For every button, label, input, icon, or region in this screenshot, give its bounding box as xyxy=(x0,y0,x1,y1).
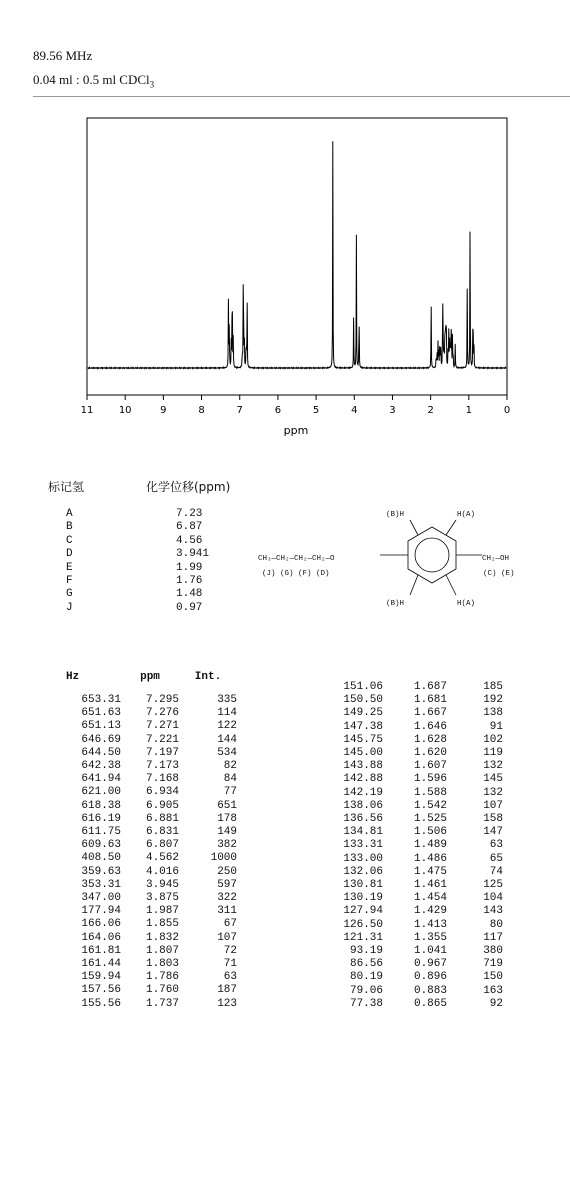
peak-ppm: 1.628 xyxy=(413,733,447,746)
peak-hz: 155.56 xyxy=(81,997,121,1010)
peak-row xyxy=(58,971,237,984)
peak-hz: 159.94 xyxy=(81,971,121,984)
peak-ppm: 6.807 xyxy=(145,839,179,852)
x-tick-label: 6 xyxy=(274,405,282,416)
structure-top-left-h: (B)H xyxy=(386,511,405,519)
peak-ppm: 7.168 xyxy=(145,773,179,786)
assignment-label: J xyxy=(66,601,73,614)
peak-row xyxy=(330,998,503,1011)
peak-int: 67 xyxy=(223,918,237,931)
peak-ppm: 1.454 xyxy=(413,892,447,905)
peak-ppm: 7.197 xyxy=(145,746,179,759)
structure-top-right-h: H(A) xyxy=(457,511,476,519)
peak-hz: 130.81 xyxy=(343,879,383,892)
peak-ppm: 1.803 xyxy=(145,958,179,971)
peak-row xyxy=(58,866,237,879)
peak-row xyxy=(330,839,503,852)
assignment-label: B xyxy=(66,521,73,534)
peak-ppm: 1.588 xyxy=(413,786,447,799)
peak-int: 335 xyxy=(217,694,237,706)
peak-row xyxy=(330,787,503,800)
peak-ppm: 1.461 xyxy=(413,879,447,892)
peak-table-header xyxy=(58,670,237,684)
peak-row xyxy=(330,932,503,945)
peak-ppm: 0.967 xyxy=(413,958,447,971)
peak-int: 104 xyxy=(483,892,503,905)
peak-hz: 646.69 xyxy=(81,733,121,746)
peak-hz: 618.38 xyxy=(81,799,121,812)
peak-hz: 651.13 xyxy=(81,720,121,733)
peak-row xyxy=(330,826,503,839)
peak-ppm: 6.881 xyxy=(145,812,179,825)
assignment-label: G xyxy=(66,588,73,601)
peak-hz: 644.50 xyxy=(81,746,121,759)
peak-hz: 616.19 xyxy=(81,812,121,825)
x-tick-label: 0 xyxy=(503,405,511,416)
assignment-label: E xyxy=(66,561,73,574)
peak-int: 107 xyxy=(483,799,503,812)
ring-aromatic-circle xyxy=(415,538,449,572)
assignment-shift: 0.97 xyxy=(176,601,203,614)
peak-ppm: 1.760 xyxy=(145,984,179,997)
peak-row xyxy=(330,958,503,971)
assignment-shift: 1.48 xyxy=(176,588,203,601)
peak-hz: 653.31 xyxy=(81,694,121,706)
peak-row xyxy=(58,945,237,958)
peak-ppm: 1.429 xyxy=(413,905,447,918)
peak-ppm: 1.489 xyxy=(413,839,447,852)
assignment-shift: 7.23 xyxy=(176,508,203,520)
peak-ppm: 0.865 xyxy=(413,997,447,1010)
x-tick-label: 5 xyxy=(312,405,320,416)
x-tick-label: 10 xyxy=(118,405,132,416)
peak-ppm: 6.934 xyxy=(145,786,179,799)
peak-hz: 151.06 xyxy=(343,681,383,693)
peak-int: 102 xyxy=(483,733,503,746)
benzene-ring xyxy=(380,520,482,595)
peak-hz: 132.06 xyxy=(343,865,383,878)
peak-hz: 161.81 xyxy=(81,944,121,957)
peak-ppm: 1.607 xyxy=(413,760,447,773)
peak-ppm: 1.413 xyxy=(413,918,447,931)
peak-int: 163 xyxy=(483,984,503,997)
peak-row xyxy=(330,760,503,773)
peak-row xyxy=(58,839,237,852)
peak-row xyxy=(58,852,237,865)
col-int: Int. xyxy=(194,671,222,683)
peak-hz: 133.31 xyxy=(343,839,383,852)
structure-chain-labels: (J) (G) (F) (D) xyxy=(262,570,330,578)
peak-ppm: 1.646 xyxy=(413,720,447,733)
peak-ppm: 1.737 xyxy=(145,997,179,1010)
peak-row xyxy=(58,918,237,931)
peak-int: 147 xyxy=(483,826,503,839)
peak-hz: 150.50 xyxy=(343,694,383,707)
structure-right-group: CH₂—OH xyxy=(482,555,510,563)
x-tick-label: 3 xyxy=(389,405,396,416)
peak-hz: 408.50 xyxy=(81,852,121,865)
peak-row xyxy=(330,813,503,826)
peak-row xyxy=(58,747,237,760)
peak-ppm: 4.562 xyxy=(145,852,179,865)
peak-row xyxy=(58,984,237,997)
peak-row xyxy=(58,958,237,971)
peak-row xyxy=(330,945,503,958)
peak-ppm: 1.525 xyxy=(413,813,447,826)
peak-ppm: 7.221 xyxy=(145,733,179,746)
peak-int: 132 xyxy=(483,760,503,773)
peak-int: 149 xyxy=(217,826,237,839)
peak-int: 107 xyxy=(217,931,237,944)
peak-int: 145 xyxy=(483,773,503,786)
peak-row xyxy=(330,905,503,918)
peak-row xyxy=(58,734,237,747)
peak-row xyxy=(58,905,237,918)
x-axis-label: ppm xyxy=(283,424,309,437)
peak-table-right xyxy=(330,681,503,1011)
assignment-shift: 3.941 xyxy=(176,548,210,561)
peak-hz: 86.56 xyxy=(349,958,383,971)
structure-chain: CH₃—CH₂—CH₂—CH₂—O xyxy=(258,555,335,563)
assignment-label: C xyxy=(66,534,73,547)
peak-row xyxy=(58,786,237,799)
peak-ppm: 1.596 xyxy=(413,773,447,786)
peak-hz: 161.44 xyxy=(81,958,121,971)
peak-row xyxy=(58,773,237,786)
spectrometer-frequency: 89.56 MHz xyxy=(33,48,93,63)
peak-ppm: 1.475 xyxy=(413,865,447,878)
peak-ppm: 1.687 xyxy=(413,681,447,693)
peak-hz: 127.94 xyxy=(343,905,383,918)
peak-hz: 642.38 xyxy=(81,760,121,773)
assignment-shift: 1.76 xyxy=(176,575,203,588)
structure-bottom-right-h: H(A) xyxy=(457,600,476,608)
structure-bottom-left-h: (B)H xyxy=(386,600,405,608)
peak-row xyxy=(58,760,237,773)
peak-ppm: 1.855 xyxy=(145,918,179,931)
peak-int: 382 xyxy=(217,839,237,852)
peak-row xyxy=(330,879,503,892)
peak-row xyxy=(330,721,503,734)
peak-int: 534 xyxy=(217,746,237,759)
peak-int: 380 xyxy=(483,945,503,958)
assignment-shift: 4.56 xyxy=(176,534,203,547)
peak-row xyxy=(58,800,237,813)
peak-ppm: 0.883 xyxy=(413,984,447,997)
peak-row xyxy=(58,694,237,707)
x-tick-label: 8 xyxy=(198,405,205,416)
solvent-text: 0.04 ml : 0.5 ml CDCl xyxy=(33,72,150,87)
peak-int: 125 xyxy=(483,879,503,892)
peak-int: 138 xyxy=(483,707,503,720)
peak-row xyxy=(330,800,503,813)
peak-hz: 177.94 xyxy=(81,905,121,918)
peak-hz: 136.56 xyxy=(343,813,383,826)
peak-ppm: 7.173 xyxy=(145,760,179,773)
bond-h-top-left xyxy=(410,520,418,535)
peak-int: 91 xyxy=(489,720,503,733)
peak-int: 80 xyxy=(489,918,503,931)
peak-hz: 142.19 xyxy=(343,786,383,799)
peak-ppm: 7.271 xyxy=(145,720,179,733)
peak-int: 250 xyxy=(217,865,237,878)
peak-row xyxy=(58,932,237,945)
assignment-label: A xyxy=(66,508,73,520)
bond-h-top-right xyxy=(446,520,456,535)
peak-row xyxy=(330,866,503,879)
peak-ppm: 1.786 xyxy=(145,971,179,984)
peak-ppm: 1.506 xyxy=(413,826,447,839)
peak-ppm: 7.295 xyxy=(145,694,179,706)
assignment-label: D xyxy=(66,548,73,561)
x-tick-label: 4 xyxy=(351,405,358,416)
peak-hz: 353.31 xyxy=(81,878,121,891)
peak-row xyxy=(58,892,237,905)
peak-table-left xyxy=(58,670,237,1011)
peak-row xyxy=(58,720,237,733)
peak-hz: 80.19 xyxy=(349,971,383,984)
peak-ppm: 1.987 xyxy=(145,905,179,918)
peak-int: 63 xyxy=(489,839,503,852)
peak-hz: 121.31 xyxy=(343,931,383,944)
peak-hz: 79.06 xyxy=(349,984,383,997)
assignment-shift: 6.87 xyxy=(176,521,203,534)
x-tick-label: 11 xyxy=(80,405,94,416)
peak-int: 122 xyxy=(217,720,237,733)
peak-ppm: 1.807 xyxy=(145,944,179,957)
peak-int: 84 xyxy=(223,773,237,786)
peak-int: 322 xyxy=(217,892,237,905)
bond-h-bottom-left xyxy=(410,575,418,595)
peak-hz: 77.38 xyxy=(349,997,383,1010)
peak-row xyxy=(58,707,237,720)
peak-hz: 142.88 xyxy=(343,773,383,786)
peak-ppm: 1.542 xyxy=(413,799,447,812)
peak-hz: 651.63 xyxy=(81,707,121,720)
peak-int: 150 xyxy=(483,971,503,984)
col-ppm: ppm xyxy=(140,671,160,683)
peak-hz: 133.00 xyxy=(343,852,383,865)
peak-hz: 157.56 xyxy=(81,984,121,997)
peak-ppm: 3.945 xyxy=(145,878,179,891)
assignment-label-header: 标记氢 xyxy=(48,480,85,494)
peak-int: 114 xyxy=(217,707,237,720)
peak-hz: 149.25 xyxy=(343,707,383,720)
peak-row xyxy=(330,747,503,760)
peak-int: 144 xyxy=(217,733,237,746)
peak-row xyxy=(330,853,503,866)
x-tick-label: 2 xyxy=(427,405,434,416)
peak-hz: 641.94 xyxy=(81,773,121,786)
peak-ppm: 0.896 xyxy=(413,971,447,984)
peak-hz: 609.63 xyxy=(81,839,121,852)
peak-row xyxy=(330,985,503,998)
solvent-subscript: 3 xyxy=(149,79,155,90)
peak-int: 651 xyxy=(217,799,237,812)
peak-int: 597 xyxy=(217,878,237,891)
peak-hz: 611.75 xyxy=(81,826,121,839)
peak-int: 143 xyxy=(483,905,503,918)
peak-int: 71 xyxy=(223,958,237,971)
peak-hz: 138.06 xyxy=(343,799,383,812)
peak-int: 185 xyxy=(483,681,503,693)
peak-row xyxy=(330,971,503,984)
peak-hz: 166.06 xyxy=(81,918,121,931)
peak-hz: 130.19 xyxy=(343,892,383,905)
peak-int: 192 xyxy=(483,694,503,707)
peak-hz: 145.75 xyxy=(343,733,383,746)
peak-row xyxy=(58,826,237,839)
peak-ppm: 6.905 xyxy=(145,799,179,812)
peak-ppm: 1.355 xyxy=(413,931,447,944)
peak-ppm: 1.681 xyxy=(413,694,447,707)
peak-int: 92 xyxy=(489,997,503,1010)
peak-hz: 134.81 xyxy=(343,826,383,839)
peak-hz: 621.00 xyxy=(81,786,121,799)
peak-int: 178 xyxy=(217,812,237,825)
peak-row xyxy=(58,998,237,1011)
peak-ppm: 1.667 xyxy=(413,707,447,720)
peak-int: 158 xyxy=(483,813,503,826)
peak-row xyxy=(330,773,503,786)
peak-int: 132 xyxy=(483,786,503,799)
peak-ppm: 7.276 xyxy=(145,707,179,720)
peak-hz: 126.50 xyxy=(343,918,383,931)
peak-hz: 147.38 xyxy=(343,720,383,733)
peak-hz: 93.19 xyxy=(349,945,383,958)
peak-int: 719 xyxy=(483,958,503,971)
peak-row xyxy=(330,734,503,747)
peak-hz: 359.63 xyxy=(81,865,121,878)
peak-int: 123 xyxy=(217,997,237,1010)
peak-ppm: 3.875 xyxy=(145,892,179,905)
peak-int: 63 xyxy=(223,971,237,984)
peak-ppm: 1.041 xyxy=(413,945,447,958)
structure-right-labels: (C) (E) xyxy=(483,570,515,578)
assignment-label: F xyxy=(66,575,73,588)
peak-hz: 347.00 xyxy=(81,892,121,905)
assignment-shift: 1.99 xyxy=(176,561,203,574)
peak-ppm: 1.620 xyxy=(413,747,447,760)
peak-ppm: 1.832 xyxy=(145,931,179,944)
col-hz: Hz xyxy=(66,671,80,683)
peak-int: 117 xyxy=(483,931,503,944)
peak-ppm: 1.486 xyxy=(413,852,447,865)
peak-hz: 143.88 xyxy=(343,760,383,773)
peak-int: 187 xyxy=(217,984,237,997)
peak-row xyxy=(58,879,237,892)
peak-row xyxy=(330,919,503,932)
peak-hz: 145.00 xyxy=(343,747,383,760)
x-tick-label: 9 xyxy=(160,405,167,416)
peak-hz: 164.06 xyxy=(81,931,121,944)
peak-int: 119 xyxy=(483,747,503,760)
peak-int: 65 xyxy=(489,852,503,865)
peak-int: 82 xyxy=(223,760,237,773)
peak-ppm: 4.016 xyxy=(145,865,179,878)
peak-int: 72 xyxy=(223,944,237,957)
assignment-shift-header: 化学位移(ppm) xyxy=(146,480,231,494)
peak-int: 311 xyxy=(217,905,237,918)
peak-row xyxy=(330,892,503,905)
peak-row xyxy=(58,813,237,826)
bond-h-bottom-right xyxy=(446,575,456,595)
x-tick-label: 1 xyxy=(465,405,473,416)
peak-row xyxy=(330,694,503,707)
peak-ppm: 6.831 xyxy=(145,826,179,839)
peak-int: 77 xyxy=(223,786,237,799)
peak-row xyxy=(330,681,503,694)
x-tick-label: 7 xyxy=(236,405,243,416)
peak-int: 1000 xyxy=(210,852,237,865)
peak-row xyxy=(330,707,503,720)
peak-int: 74 xyxy=(489,865,503,878)
